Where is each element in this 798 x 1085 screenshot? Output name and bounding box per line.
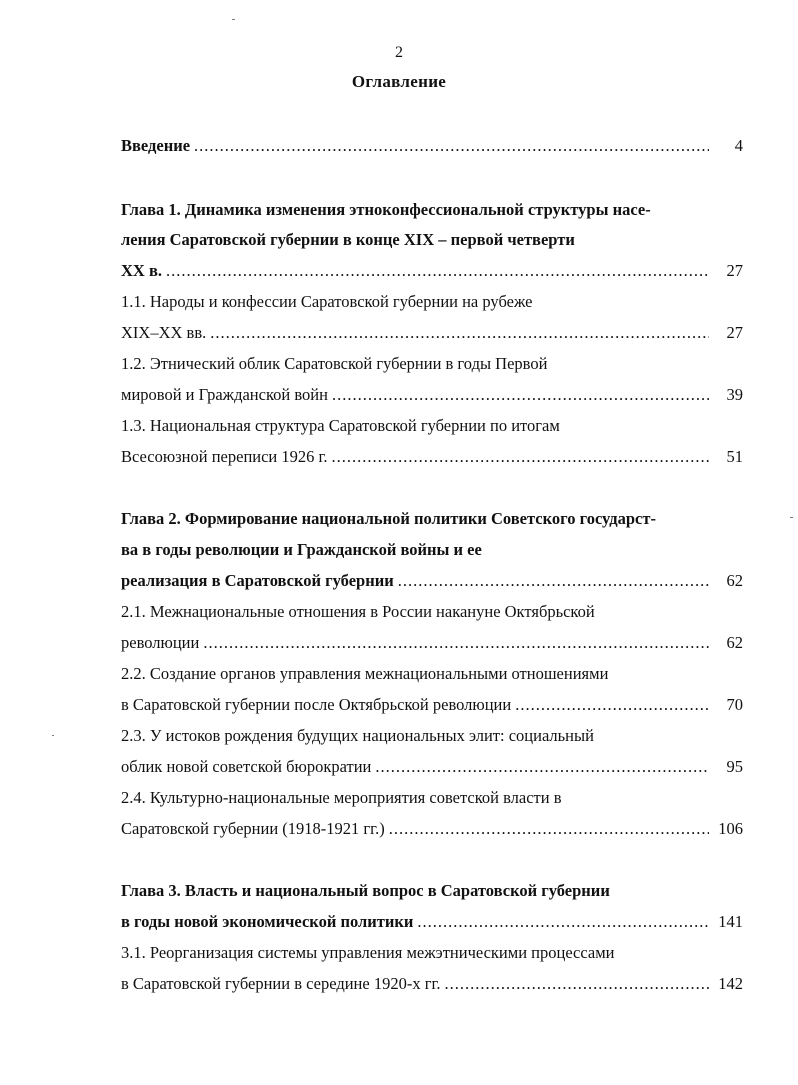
toc-page-number: 70 [726, 695, 743, 714]
chapter-3-heading-last-line [121, 912, 743, 932]
toc-entry-label: в годы новой экономической политики [121, 912, 414, 931]
toc-page-number: 27 [726, 261, 743, 280]
chapter-2-heading-line-2: ва в годы революции и Гражданской войны и ее [121, 540, 482, 559]
section-1-3-line-1: 1.3. Национальная структура Саратовской губернии по итогам [121, 416, 560, 435]
toc-entry-label: в Саратовской губернии после Октябрьской революции [121, 695, 512, 714]
toc-page-number: 141 [718, 912, 743, 931]
toc-page-number: 95 [726, 757, 743, 776]
toc-page-number: 62 [726, 633, 743, 652]
toc-page-number: 62 [726, 571, 743, 590]
toc-page-number: 39 [726, 385, 743, 404]
page-number: 2 [395, 44, 403, 61]
toc-entry-label: революции [121, 633, 200, 652]
toc-entry-intro [121, 136, 743, 156]
toc-entry-label: мировой и Гражданской войн [121, 385, 328, 404]
toc-entry-label: XX в. [121, 261, 162, 280]
toc-entry-label: облик новой советской бюрократии [121, 757, 372, 776]
section-2-1-line-1: 2.1. Межнациональные отношения в России накануне Октябрьской [121, 602, 595, 621]
toc-entry-label: XIX–XX вв. [121, 323, 207, 342]
dot-leader [398, 571, 709, 591]
dot-leader [194, 136, 709, 156]
section-1-2-line-1: 1.2. Этнический облик Саратовской губернии в годы Первой [121, 354, 548, 373]
section-2-2-last-line [121, 695, 743, 715]
section-3-1-last-line [121, 974, 743, 994]
section-1-2-last-line [121, 385, 743, 405]
chapter-1-heading-line-2: ления Саратовской губернии в конце XIX – первой четверти [121, 230, 575, 249]
section-2-3-line-1: 2.3. У истоков рождения будущих национальных элит: социальный [121, 726, 594, 745]
section-1-3-last-line [121, 447, 743, 467]
toc-page-number: 142 [718, 974, 743, 993]
dot-leader [445, 974, 710, 994]
toc-page-number: 27 [726, 323, 743, 342]
dot-leader [375, 757, 709, 777]
dot-leader [332, 447, 709, 467]
section-1-1-last-line [121, 323, 743, 343]
toc-entry-label: реализация в Саратовской губернии [121, 571, 394, 590]
chapter-2-heading-line-1: Глава 2. Формирование национальной политики Советского государст- [121, 509, 656, 528]
section-2-3-last-line [121, 757, 743, 777]
toc-entry-label: Саратовской губернии (1918-1921 гг.) [121, 819, 385, 838]
scan-speck [790, 517, 793, 518]
dot-leader [389, 819, 709, 839]
section-1-1-line-1: 1.1. Народы и конфессии Саратовской губернии на рубеже [121, 292, 533, 311]
toc-entry-label: Всесоюзной переписи 1926 г. [121, 447, 328, 466]
chapter-2-heading-last-line [121, 571, 743, 591]
toc-page-number: 106 [718, 819, 743, 838]
document-title: Оглавление [351, 72, 447, 91]
section-2-4-last-line [121, 819, 743, 839]
dot-leader [417, 912, 709, 932]
toc-page-number: 51 [726, 447, 743, 466]
chapter-1-heading-line-1: Глава 1. Динамика изменения этноконфессиональной структуры насе- [121, 200, 651, 219]
section-3-1-line-1: 3.1. Реорганизация системы управления межэтническими процессами [121, 943, 615, 962]
chapter-1-heading-last-line [121, 261, 743, 281]
chapter-3-heading-line-1: Глава 3. Власть и национальный вопрос в Саратовской губернии [121, 881, 610, 900]
section-2-2-line-1: 2.2. Создание органов управления межнациональными отношениями [121, 664, 609, 683]
dot-leader [210, 323, 709, 343]
scan-speck [232, 19, 235, 20]
dot-leader [166, 261, 709, 281]
toc-entry-label: в Саратовской губернии в середине 1920-х гг. [121, 974, 441, 993]
toc-page-number: 4 [734, 136, 743, 155]
scan-speck [52, 735, 54, 736]
dot-leader [515, 695, 709, 715]
toc-entry-label: Введение [121, 136, 191, 155]
dot-leader [203, 633, 709, 653]
section-2-4-line-1: 2.4. Культурно-национальные мероприятия советской власти в [121, 788, 562, 807]
section-2-1-last-line [121, 633, 743, 653]
dot-leader [332, 385, 709, 405]
